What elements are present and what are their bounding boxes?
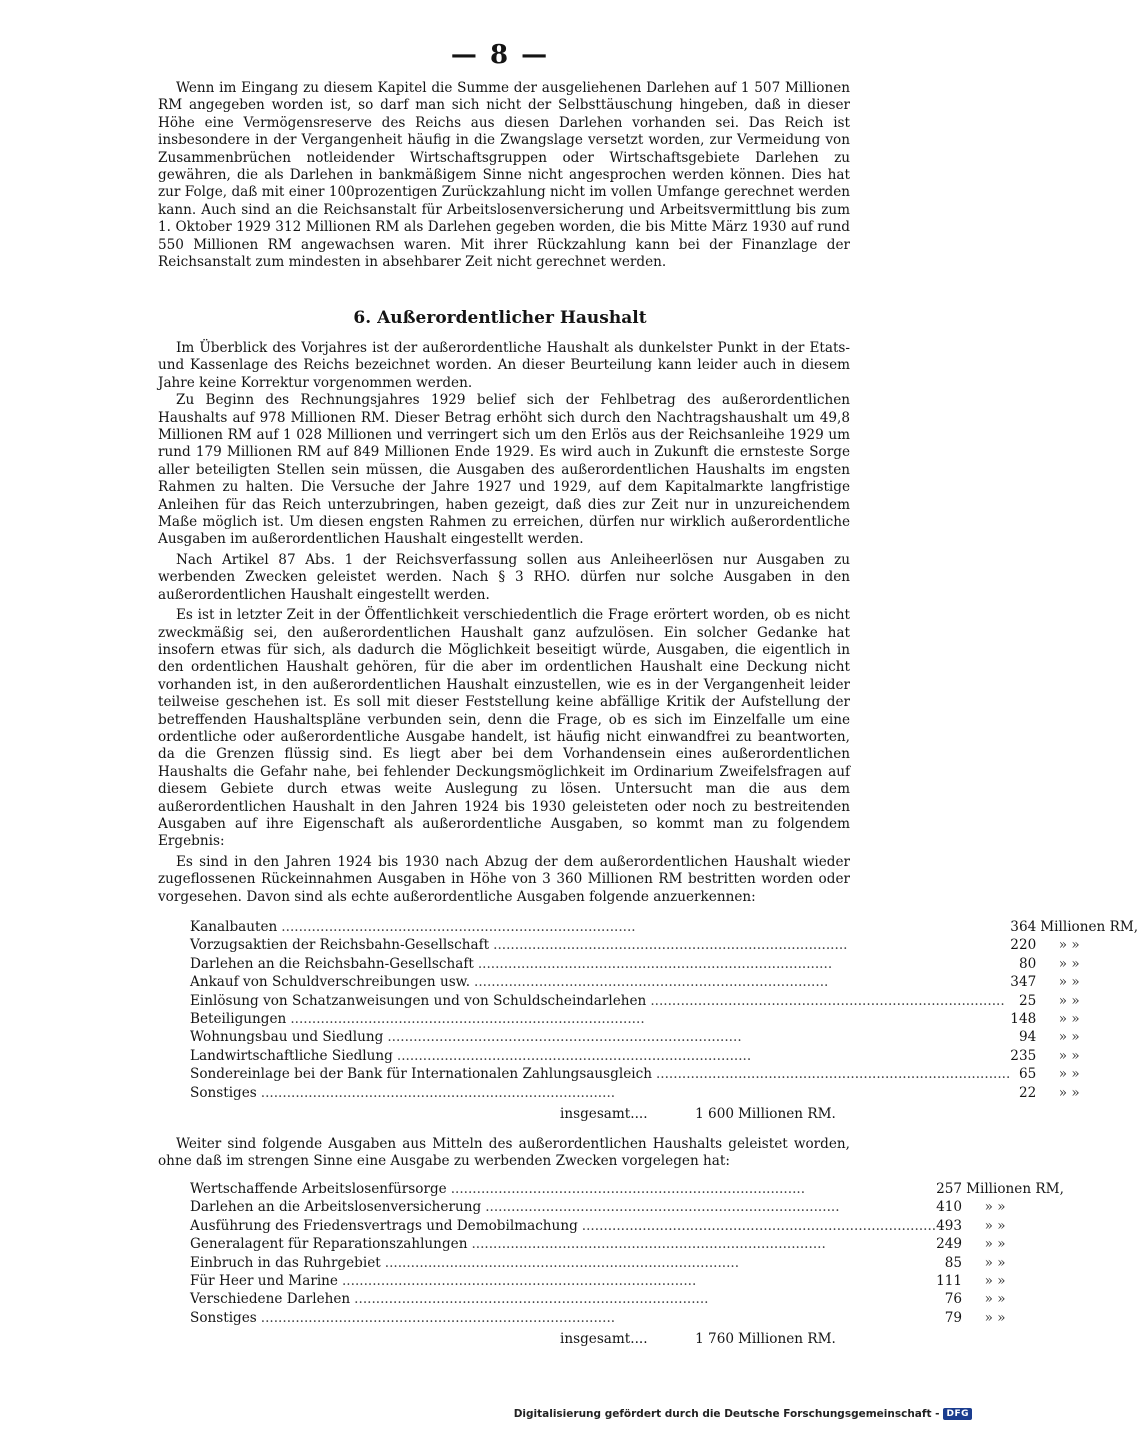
row-label: Vorzugsaktien der Reichsbahn-Gesellschaft	[190, 937, 493, 953]
total-label: insgesamt....	[560, 1331, 648, 1347]
row-label: Kanalbauten	[190, 919, 281, 935]
table-1-total	[560, 1104, 850, 1124]
table-row: Vorzugsaktien der Reichsbahn-Gesellschaft .................................................................................. 220 » »	[190, 936, 1138, 954]
row-value: 249	[936, 1236, 963, 1253]
row-label: Beteiligungen	[190, 1011, 290, 1027]
table-row: Wertschaffende Arbeitslosenfürsorge .................................................................................. 257 Millionen RM,	[190, 1181, 1064, 1197]
total-unit: Millionen RM.	[738, 1331, 836, 1347]
ditto-mark: » »	[984, 1217, 1006, 1234]
row-value: 111	[936, 1273, 963, 1290]
table-row: Kanalbauten .................................................................................. 364 Millionen RM,	[190, 919, 1138, 935]
intro-paragraph: Wenn im Eingang zu diesem Kapitel die Summe der ausgeliehenen Darlehen auf 1 507 Millionen RM angegeben worden ist, so darf man sich nicht der Selbsttäuschung hingeben, daß in dieser Höhe eine Vermögensreserve des Reichs aus diesen Darlehen vorhanden sei. Das Reich ist insbesondere in der Vergangenheit häufig in die Zwangslage versetzt worden, zur Vermeidung von Zusammenbrüchen notleidender Wirtschaftsgruppen oder Wirtschaftsgebiete Darlehen zu gewähren, die als Darlehen in bankmäßigem Sinne nicht angesprochen werden können. Dies hat zur Folge, daß mit einer 100prozentigen Zurückzahlung nicht im vollen Umfange gerechnet werden kann. Auch sind an die Reichsanstalt für Arbeitslosenversicherung und Arbeitsvermittlung bis zum 1. Oktober 1929 312 Millionen RM als Darlehen gegeben worden, die bis Mitte März 1930 auf rund 550 Millionen RM angewachsen waren. Mit ihrer Rückzahlung kann bei der Finanzlage der Reichsanstalt zum mindesten in absehbarer Zeit nicht gerechnet werden.	[158, 80, 850, 271]
ditto-mark: » »	[1058, 955, 1080, 972]
middle-block	[158, 1136, 850, 1171]
ditto-mark: » »	[1058, 1066, 1080, 1083]
paragraph-2: Zu Beginn des Rechnungsjahres 1929 belief sich der Fehlbetrag des außerordentlichen Haushalts auf 978 Millionen RM. Dieser Betrag erhöht sich durch den Nachtragshaushalt um 49,8 Millionen RM auf 1 028 Millionen und verringert sich um den Erlös aus der Reichsanleihe 1929 um rund 179 Millionen RM auf 849 Millionen Ende 1929. Es wird auch in Zukunft die ernsteste Sorge aller beteiligten Stellen sein müssen, die Ausgaben des außerordentlichen Haushalts im engsten Rahmen zu halten. Die Versuche der Jahre 1927 und 1929, auf dem Kapitalmarkte langfristige Anleihen für das Reich unterzubringen, haben gezeigt, daß dies zur Zeit nur in unzureichendem Maße möglich ist. Um diesen engsten Rahmen zu erreichen, dürfen nur wirklich außerordentliche Ausgaben im außerordentlichen Haushalt eingestellt werden.	[158, 392, 850, 548]
row-label: Wertschaffende Arbeitslosenfürsorge	[190, 1181, 451, 1197]
ditto-mark: » »	[984, 1254, 1006, 1271]
row-value: 80	[1018, 955, 1037, 972]
row-value: 25	[1018, 992, 1037, 1009]
ditto-mark: » »	[984, 1291, 1006, 1308]
total-label: insgesamt....	[560, 1106, 648, 1122]
row-label: Generalagent für Reparationszahlungen	[190, 1236, 471, 1252]
ditto-mark: » »	[1058, 1084, 1080, 1101]
ditto-mark: » »	[984, 1309, 1006, 1326]
row-unit: Millionen RM,	[966, 1181, 1064, 1197]
ditto-mark: » »	[984, 1273, 1006, 1290]
row-label: Einbruch in das Ruhrgebiet	[190, 1255, 385, 1271]
table-row: Landwirtschaftliche Siedlung .................................................................................. 235 » »	[190, 1047, 1138, 1065]
table-row: Wohnungsbau und Siedlung .................................................................................. 94 » »	[190, 1028, 1138, 1046]
table-row: Einlösung von Schatzanweisungen und von Schuldscheindarlehen .................................................................................. 25 » »	[190, 992, 1138, 1010]
table-row: Generalagent für Reparationszahlungen .................................................................................. 249 » »	[190, 1235, 1064, 1253]
table-row: Ausführung des Friedensvertrags und Demobilmachung .................................................................................. 493 » »	[190, 1217, 1064, 1235]
total-value: 1 760	[695, 1331, 734, 1347]
row-value: 220	[1010, 937, 1037, 954]
table-row: Verschiedene Darlehen .................................................................................. 76 » »	[190, 1290, 1064, 1308]
total-value: 1 600	[695, 1106, 734, 1122]
table-row: Einbruch in das Ruhrgebiet .................................................................................. 85 » »	[190, 1254, 1064, 1272]
row-label: Landwirtschaftliche Siedlung	[190, 1048, 397, 1064]
row-label: Ausführung des Friedensvertrags und Demobilmachung	[190, 1218, 582, 1234]
paragraph-4: Es ist in letzter Zeit in der Öffentlichkeit verschiedentlich die Frage erörtert worden, ob es nicht zweckmäßig sei, den außerordentlichen Haushalt ganz aufzulösen. Ein solcher Gedanke hat insofern etwas für sich, als dadurch die Möglichkeit beseitigt würde, Ausgaben, die eigentlich in den ordentlichen Haushalt gehören, für die aber im ordentlichen Haushalt eine Deckung nicht vorhanden ist, in den außerordentlichen Haushalt einzustellen, wie es in der Vergangenheit leider teilweise geschehen ist. Es soll mit dieser Feststellung keine abfällige Kritik der Aufstellung der betreffenden Haushaltspläne verbunden sein, denn die Frage, ob es sich im Einzelfalle um eine ordentliche oder außerordentliche Ausgabe handelt, ist häufig nicht einwandfrei zu beantworten, da die Grenzen flüssig sind. Es liegt aber bei dem Vorhandensein eines außerordentlichen Haushalts die Gefahr nahe, bei fehlender Deckungsmöglichkeit im Ordinarium Zweifelsfragen auf diesem Gebiete durch etwas weite Auslegung zu lösen. Untersucht man die aus dem außerordentlichen Haushalt in den Jahren 1924 bis 1930 geleisteten oder noch zu bestreitenden Ausgaben auf ihre Eigenschaft als außerordentliche Ausgaben, so kommt man zu folgendem Ergebnis:	[158, 607, 850, 850]
table-row: Sondereinlage bei der Bank für Internationalen Zahlungsausgleich .................................................................................. 65 » »	[190, 1065, 1138, 1083]
row-label: Verschiedene Darlehen	[190, 1291, 354, 1307]
ditto-mark: » »	[1058, 1047, 1080, 1064]
ditto-mark: » »	[1058, 992, 1080, 1009]
ditto-mark: » »	[984, 1199, 1006, 1216]
row-value: 79	[944, 1309, 963, 1326]
row-value: 364	[1010, 919, 1037, 935]
intro-block	[158, 80, 850, 271]
row-label: Ankauf von Schuldverschreibungen usw.	[190, 974, 474, 990]
row-label: Darlehen an die Reichsbahn-Gesellschaft	[190, 956, 478, 972]
row-value: 235	[1010, 1047, 1037, 1064]
row-unit: Millionen RM,	[1040, 919, 1138, 935]
row-value: 347	[1010, 974, 1037, 991]
expenditure-table-1	[190, 918, 1138, 1102]
row-label: Sondereinlage bei der Bank für Internationalen Zahlungsausgleich	[190, 1066, 656, 1082]
row-label: Sonstiges	[190, 1085, 261, 1101]
row-value: 257	[936, 1181, 963, 1197]
paragraph-5: Es sind in den Jahren 1924 bis 1930 nach Abzug der dem außerordentlichen Haushalt wieder zugeflossenen Rückeinnahmen Ausgaben in Höhe von 3 360 Millionen RM bestritten worden oder vorgesehen. Davon sind als echte außerordentliche Ausgaben folgende anzuerkennen:	[158, 853, 850, 905]
paragraph-3: Nach Artikel 87 Abs. 1 der Reichsverfassung sollen aus Anleiheerlösen nur Ausgaben zu werbenden Zwecken geleistet werden. Nach § 3 RHO. dürfen nur solche Ausgaben in den außerordentlichen Haushalt eingestellt werden.	[158, 551, 850, 603]
total-unit: Millionen RM.	[738, 1106, 836, 1122]
row-value: 65	[1018, 1066, 1037, 1083]
table-row: Beteiligungen .................................................................................. 148 » »	[190, 1010, 1138, 1028]
page-number: — 8 —	[450, 40, 550, 70]
expenditure-table-2	[190, 1180, 1064, 1327]
ditto-mark: » »	[1058, 937, 1080, 954]
row-value: 76	[944, 1291, 963, 1308]
row-value: 85	[944, 1254, 963, 1271]
row-value: 94	[1018, 1029, 1037, 1046]
body-block	[158, 340, 850, 906]
row-value: 22	[1018, 1084, 1037, 1101]
row-value: 410	[936, 1199, 963, 1216]
paragraph-1: Im Überblick des Vorjahres ist der außerordentliche Haushalt als dunkelster Punkt in der Etats- und Kassenlage des Reichs bezeichnet worden. An dieser Beurteilung kann leider auch in diesem Jahre keine Korrektur vorgenommen werden.	[158, 340, 850, 391]
digitization-footer	[514, 1408, 972, 1420]
dfg-logo: DFG	[943, 1408, 972, 1420]
ditto-mark: » »	[1058, 1011, 1080, 1028]
table-row: Sonstiges .................................................................................. 79 » »	[190, 1309, 1064, 1327]
row-label: Sonstiges	[190, 1310, 261, 1326]
row-label: Für Heer und Marine	[190, 1273, 342, 1289]
middle-paragraph: Weiter sind folgende Ausgaben aus Mitteln des außerordentlichen Haushalts geleistet worden, ohne daß im strengen Sinne eine Ausgabe zu werbenden Zwecken vorgelegen hat:	[158, 1136, 850, 1170]
row-value: 493	[936, 1217, 963, 1234]
footer-text: Digitalisierung gefördert durch die Deutsche Forschungsgemeinschaft -	[513, 1408, 940, 1420]
row-label: Darlehen an die Arbeitslosenversicherung	[190, 1199, 485, 1215]
row-label: Wohnungsbau und Siedlung	[190, 1029, 387, 1045]
table-row: Für Heer und Marine .................................................................................. 111 » »	[190, 1272, 1064, 1290]
table-2-total	[560, 1329, 850, 1349]
table-row: Ankauf von Schuldverschreibungen usw. .................................................................................. 347 » »	[190, 973, 1138, 991]
table-row: Darlehen an die Reichsbahn-Gesellschaft .................................................................................. 80 » »	[190, 955, 1138, 973]
row-label: Einlösung von Schatzanweisungen und von Schuldscheindarlehen	[190, 993, 650, 1009]
ditto-mark: » »	[1058, 974, 1080, 991]
table-row: Darlehen an die Arbeitslosenversicherung .................................................................................. 410 » »	[190, 1198, 1064, 1216]
table-row: Sonstiges .................................................................................. 22 » »	[190, 1084, 1138, 1102]
ditto-mark: » »	[984, 1236, 1006, 1253]
row-value: 148	[1010, 1011, 1037, 1028]
ditto-mark: » »	[1058, 1029, 1080, 1046]
section-heading: 6. Außerordentlicher Haushalt	[353, 308, 647, 328]
